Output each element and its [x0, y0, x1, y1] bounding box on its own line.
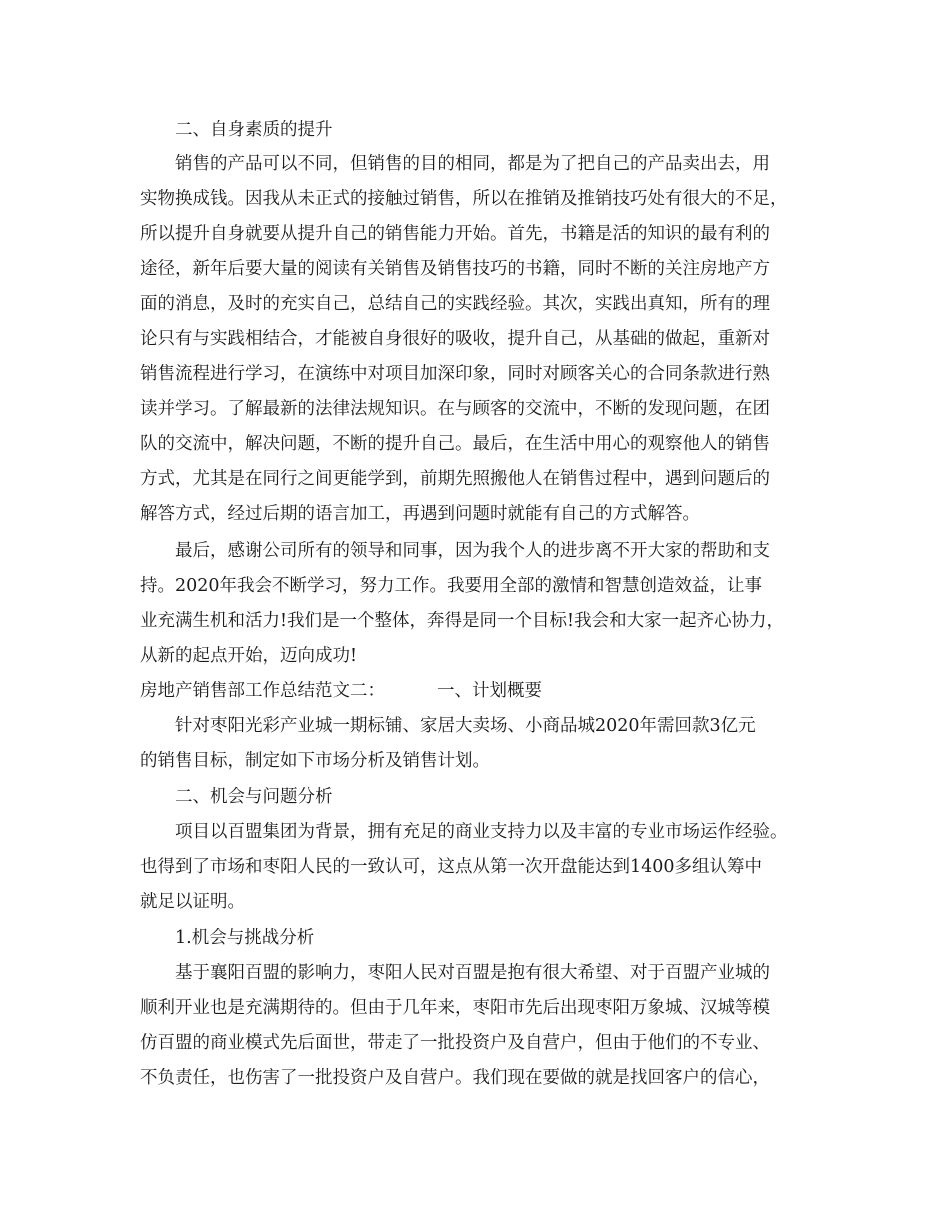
closing-line: 持。2020年我会不断学习，努力工作。我要用全部的激情和智慧创造效益，让事 [140, 576, 763, 596]
closing-line: 从新的起点开始，迈向成功! [140, 646, 358, 666]
sub-heading-opportunity: 1.机会与挑战分析 [175, 928, 315, 948]
challenge-line: 不负责任，也伤害了一批投资户及自营户。我们现在要做的就是找回客户的信心， [140, 1068, 770, 1088]
analysis-line: 也得到了市场和枣阳人民的一致认可，这点从第一次开盘能达到1400多组认筹中 [140, 857, 763, 877]
challenge-line: 顺利开业也是充满期待的。但由于几年来，枣阳市先后出现枣阳万象城、汉城等模 [140, 998, 770, 1018]
closing-line: 最后，感谢公司所有的领导和同事，因为我个人的进步离不开大家的帮助和支 [175, 541, 770, 561]
paragraph-line: 队的交流中，解决问题，不断的提升自己。最后，在生活中用心的观察他人的销售 [140, 434, 770, 454]
paragraph-line: 面的消息，及时的充实自己，总结自己的实践经验。其次，实践出真知，所有的理 [140, 294, 770, 314]
paragraph-line: 方式，尤其是在同行之间更能学到，前期先照搬他人在销售过程中，遇到问题后的 [140, 469, 770, 489]
plan-line: 的销售目标，制定如下市场分析及销售计划。 [140, 751, 490, 771]
paragraph-line: 读并学习。了解最新的法律法规知识。在与顾客的交流中，不断的发现问题，在团 [140, 399, 770, 419]
analysis-line: 项目以百盟集团为背景，拥有充足的商业支持力以及丰富的专业市场运作经验。 [175, 822, 788, 842]
closing-line: 业充满生机和活力!我们是一个整体，奔得是同一个目标!我会和大家一起齐心协力， [140, 611, 785, 631]
paragraph-line: 销售的产品可以不同，但销售的目的相同，都是为了把自己的产品卖出去，用 [175, 154, 770, 174]
sample-two-title-row [140, 679, 542, 703]
paragraph-line: 所以提升自身就要从提升自己的销售能力开始。首先，书籍是活的知识的最有利的 [140, 224, 770, 244]
analysis-line: 就足以证明。 [140, 892, 245, 912]
heading-self-quality: 二、自身素质的提升 [175, 120, 333, 140]
paragraph-line: 解答方式，经过后期的语言加工，再遇到问题时就能有自己的方式解答。 [140, 504, 700, 524]
plan-line: 针对枣阳光彩产业城一期标铺、家居大卖场、小商品城2020年需回款3亿元 [175, 716, 756, 736]
plan-heading: 一、计划概要 [437, 681, 542, 701]
challenge-line: 仿百盟的商业模式先后面世，带走了一批投资户及自营户，但由于他们的不专业、 [140, 1033, 770, 1053]
paragraph-line: 论只有与实践相结合，才能被自身很好的吸收，提升自己，从基础的做起，重新对 [140, 329, 770, 349]
sample-two-title: 房地产销售部工作总结范文二： [140, 681, 385, 701]
paragraph-line: 实物换成钱。因我从未正式的接触过销售，所以在推销及推销技巧处有很大的不足， [140, 189, 788, 209]
paragraph-line: 途径，新年后要大量的阅读有关销售及销售技巧的书籍，同时不断的关注房地产方 [140, 259, 770, 279]
challenge-line: 基于襄阳百盟的影响力，枣阳人民对百盟是抱有很大希望、对于百盟产业城的 [175, 963, 770, 983]
analysis-heading: 二、机会与问题分析 [175, 787, 333, 807]
paragraph-line: 销售流程进行学习，在演练中对项目加深印象，同时对顾客关心的合同条款进行熟 [140, 364, 770, 384]
